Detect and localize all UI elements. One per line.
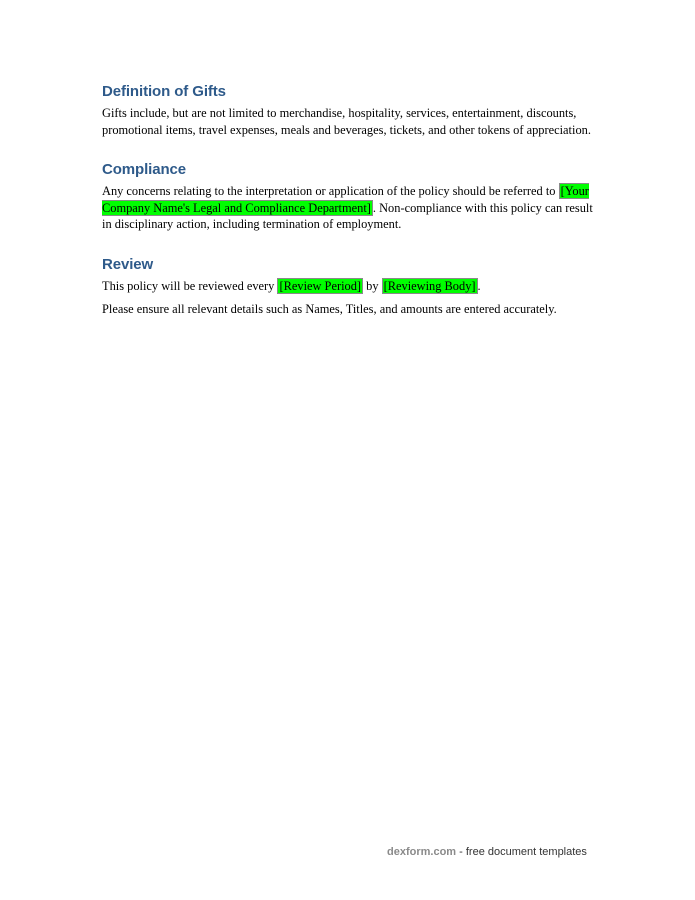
placeholder-reviewing-body[interactable]: [Reviewing Body]	[383, 278, 476, 293]
section-body-review	[102, 278, 602, 295]
page-footer	[387, 846, 587, 858]
section-heading-review: Review	[102, 255, 154, 273]
footer-brand-link[interactable]: dexform.com	[387, 846, 457, 858]
footer-tagline: - free document templates	[456, 846, 587, 858]
section-definition-of-gifts	[102, 82, 602, 138]
review-text-before: This policy will be reviewed every	[102, 278, 278, 293]
placeholder-review-period[interactable]: [Review Period]	[279, 278, 362, 293]
review-text-after: .	[477, 278, 481, 293]
review-note: Please ensure all relevant details such as Names, Titles, and amounts are entered accurately.	[102, 302, 557, 316]
section-review	[102, 255, 602, 318]
compliance-text-after: . Non-compliance with this policy can result in disciplinary action, including termination of employment.	[102, 200, 593, 231]
section-body-gifts: Gifts include, but are not limited to merchandise, hospitality, services, entertainment, discounts, promotional items, travel expenses, meals and beverages, tickets, and other tokens of appreciation.	[102, 106, 591, 137]
section-heading-compliance: Compliance	[102, 161, 187, 178]
document-content	[102, 82, 602, 318]
compliance-text-before: Any concerns relating to the interpretation or application of the policy should be referred to	[102, 184, 559, 198]
placeholder-legal-department[interactable]: [Your Company Name's Legal and Compliance Department]	[102, 184, 589, 215]
section-body-compliance	[102, 183, 602, 233]
section-compliance	[102, 160, 602, 233]
section-heading-gifts: Definition of Gifts	[102, 83, 226, 100]
review-text-middle: by	[363, 278, 382, 293]
